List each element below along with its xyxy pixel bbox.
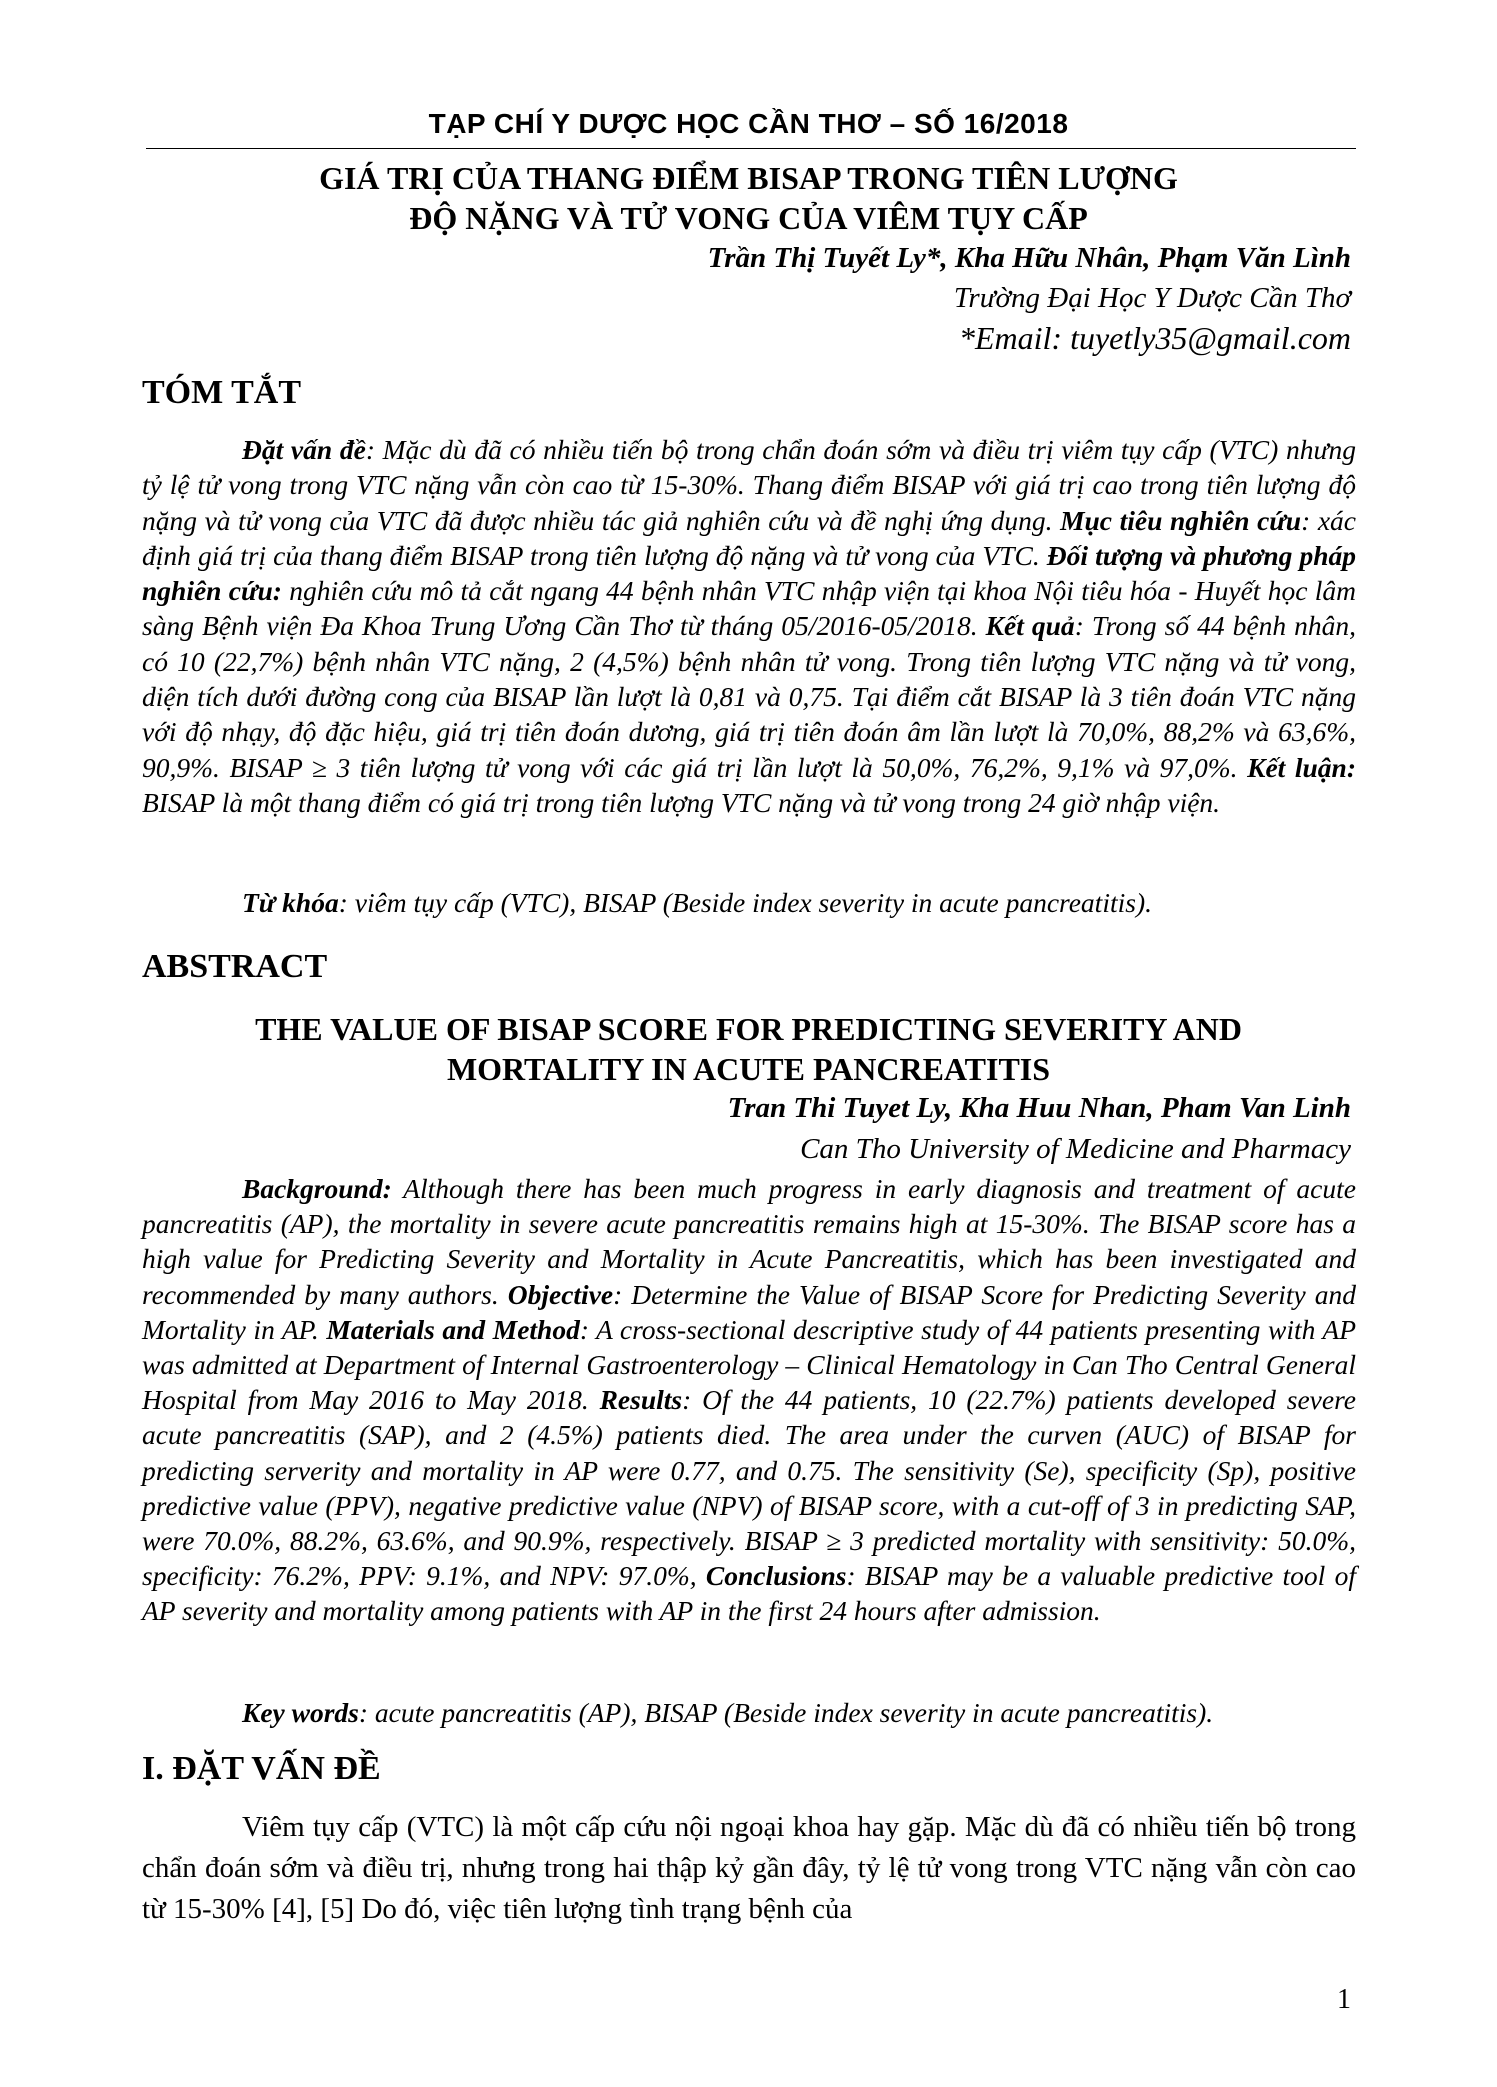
page-number: 1 xyxy=(1337,1984,1351,2015)
vn-text-conclusion: BISAP là một thang điểm có giá trị trong tiên lượng VTC nặng và tử vong trong 24 giờ nhập viện. xyxy=(142,786,1221,818)
vn-text-methods: nghiên cứu mô tả cắt ngang 44 bệnh nhân VTC nhập viện tại khoa Nội tiêu hóa - Huyết học lâm sàng Bệnh viện Đa Khoa Trung Ương Cần Thơ từ tháng 05/2016-05/2018. xyxy=(142,575,1356,642)
vn-label-objective: Mục tiêu nghiên cứu xyxy=(1060,504,1302,536)
en-text-keywords: : acute pancreatitis (AP), BISAP (Beside index severity in acute pancreatitis). xyxy=(358,1697,1214,1728)
vn-keywords xyxy=(242,887,1152,919)
en-label-background: Background: xyxy=(242,1173,392,1204)
en-keywords xyxy=(242,1697,1213,1729)
en-text-background: Although there has been much progress in early diagnosis and treatment of acute pancreatitis (AP), the mortality in severe acute pancreatitis remains high at 15-30%. The BISAP score has a high value for Predicting Severity and Mortality in Acute Pancreatitis, which has been investigated and recommended by many authors. xyxy=(142,1173,1356,1310)
journal-header: TẠP CHÍ Y DƯỢC HỌC CẦN THƠ – SỐ 16/2018 xyxy=(428,108,1069,139)
vn-affiliation: Trường Đại Học Y Dược Cần Thơ xyxy=(953,282,1351,314)
vn-abstract-heading: TÓM TẮT xyxy=(142,374,302,411)
en-label-objective: Objective xyxy=(507,1278,614,1310)
en-title-line1: THE VALUE OF BISAP SCORE FOR PREDICTING SEVERITY AND xyxy=(255,1011,1242,1047)
en-authors: Tran Thi Tuyet Ly, Kha Huu Nhan, Pham Van Linh xyxy=(727,1092,1351,1124)
en-text-methods: : A cross-sectional descriptive study of 44 patients presenting with AP was admitted at Department of Internal Gastroenterology – Clinical Hematology in Can Tho Central General Hospital from May 2016 to May 2018. xyxy=(142,1313,1357,1416)
vn-text-results: : Trong số 44 bệnh nhân, có 10 (22,7%) bệnh nhân VTC nặng, 2 (4,5%) bệnh nhân tử vong. Trong tiên lượng VTC nặng và tử vong, diện tích dưới đường cong của BISAP lần lượt là 0,81 và 0,75. Tại điểm cắt BISAP là 3 tiên đoán VTC nặng với độ nhạy, độ đặc hiệu, giá trị tiên đoán dương, giá trị tiên đoán âm lần lượt là 70,0%, 88,2% và 63,6%, 90,9%. BISAP ≥ 3 tiên lượng tử vong với các giá trị lần lượt là 50,0%, 76,2%, 9,1% và 97,0%. xyxy=(142,610,1357,783)
intro-paragraph: Viêm tụy cấp (VTC) là một cấp cứu nội ngoại khoa hay gặp. Mặc dù đã có nhiều tiến bộ trong chẩn đoán sớm và điều trị, nhưng trong hai thập kỷ gần đây, tỷ lệ tử vong trong VTC nặng vẫn còn cao từ 15-30% [4], [5] Do đó, việc tiên lượng tình trạng bệnh của xyxy=(142,1811,1356,1925)
en-label-methods: Materials and Method xyxy=(326,1313,580,1345)
vn-text-objective: : xác định giá trị của thang điểm BISAP trong tiên lượng độ nặng và tử vong của VTC. xyxy=(142,504,1357,571)
en-abstract-heading: ABSTRACT xyxy=(142,948,328,985)
vn-title-line2: ĐỘ NẶNG VÀ TỬ VONG CỦA VIÊM TỤY CẤP xyxy=(409,200,1088,236)
en-affiliation: Can Tho University of Medicine and Pharmacy xyxy=(800,1133,1351,1165)
en-text-conclusion: : BISAP may be a valuable predictive tool of AP severity and mortality among patients with AP in the first 24 hours after admission. xyxy=(142,1560,1356,1627)
en-abstract-body xyxy=(142,1171,1356,1629)
vn-label-keywords: Từ khóa xyxy=(242,887,339,918)
vn-text-keywords: : viêm tụy cấp (VTC), BISAP (Beside index severity in acute pancreatitis). xyxy=(338,887,1152,918)
en-label-results: Results xyxy=(599,1384,683,1416)
vn-authors: Trần Thị Tuyết Ly*, Kha Hữu Nhân, Phạm Văn Lình xyxy=(707,242,1351,274)
en-text-results: : Of the 44 patients, 10 (22.7%) patients developed severe acute pancreatitis (SAP), and 2 (4.5%) patients died. The area under the curven (AUC) of BISAP for predicting serverity and mortality in AP were 0.77, and 0.75. The sensitivity (Se), specificity (Sp), positive predictive value (PPV), negative predictive value (NPV) of BISAP score, with a cut-off of 3 in predicting SAP, were 70.0%, 88.2%, 63.6%, and 90.9%, respectively. BISAP ≥ 3 predicted mortality with sensitivity: 50.0%, specificity: 76.2%, PPV: 9.1%, and NPV: 97.0%, xyxy=(142,1384,1356,1592)
vn-text-background: : Mặc dù đã có nhiều tiến bộ trong chẩn đoán sớm và điều trị viêm tụy cấp (VTC) nhưng tỷ lệ tử vong trong VTC nặng vẫn còn cao từ 15-30%. Thang điểm BISAP với giá trị cao trong tiên lượng độ nặng và tử vong của VTC đã được nhiều tác giả nghiên cứu và đề nghị ứng dụng. xyxy=(142,434,1356,536)
vn-label-results: Kết quả xyxy=(985,610,1075,642)
vn-label-methods: Đối tượng và phương pháp nghiên cứu: xyxy=(142,539,1356,607)
header-rule xyxy=(146,148,1356,149)
vn-email: *Email: tuyetly35@gmail.com xyxy=(958,320,1351,356)
vn-label-conclusion: Kết luận: xyxy=(1247,751,1356,783)
en-label-keywords: Key words xyxy=(242,1697,359,1728)
en-label-conclusion: Conclusions xyxy=(705,1560,847,1592)
en-title-line2: MORTALITY IN ACUTE PANCREATITIS xyxy=(446,1051,1051,1087)
vn-label-background: Đặt vấn đề xyxy=(242,434,366,465)
intro-heading: I. ĐẶT VẤN ĐỀ xyxy=(142,1750,381,1787)
en-text-objective: : Determine the Value of BISAP Score for Predicting Severity and Mortality in AP. xyxy=(142,1278,1356,1345)
vn-abstract-body xyxy=(142,432,1356,820)
vn-title-line1: GIÁ TRỊ CỦA THANG ĐIỂM BISAP TRONG TIÊN LƯỢNG xyxy=(319,160,1178,196)
